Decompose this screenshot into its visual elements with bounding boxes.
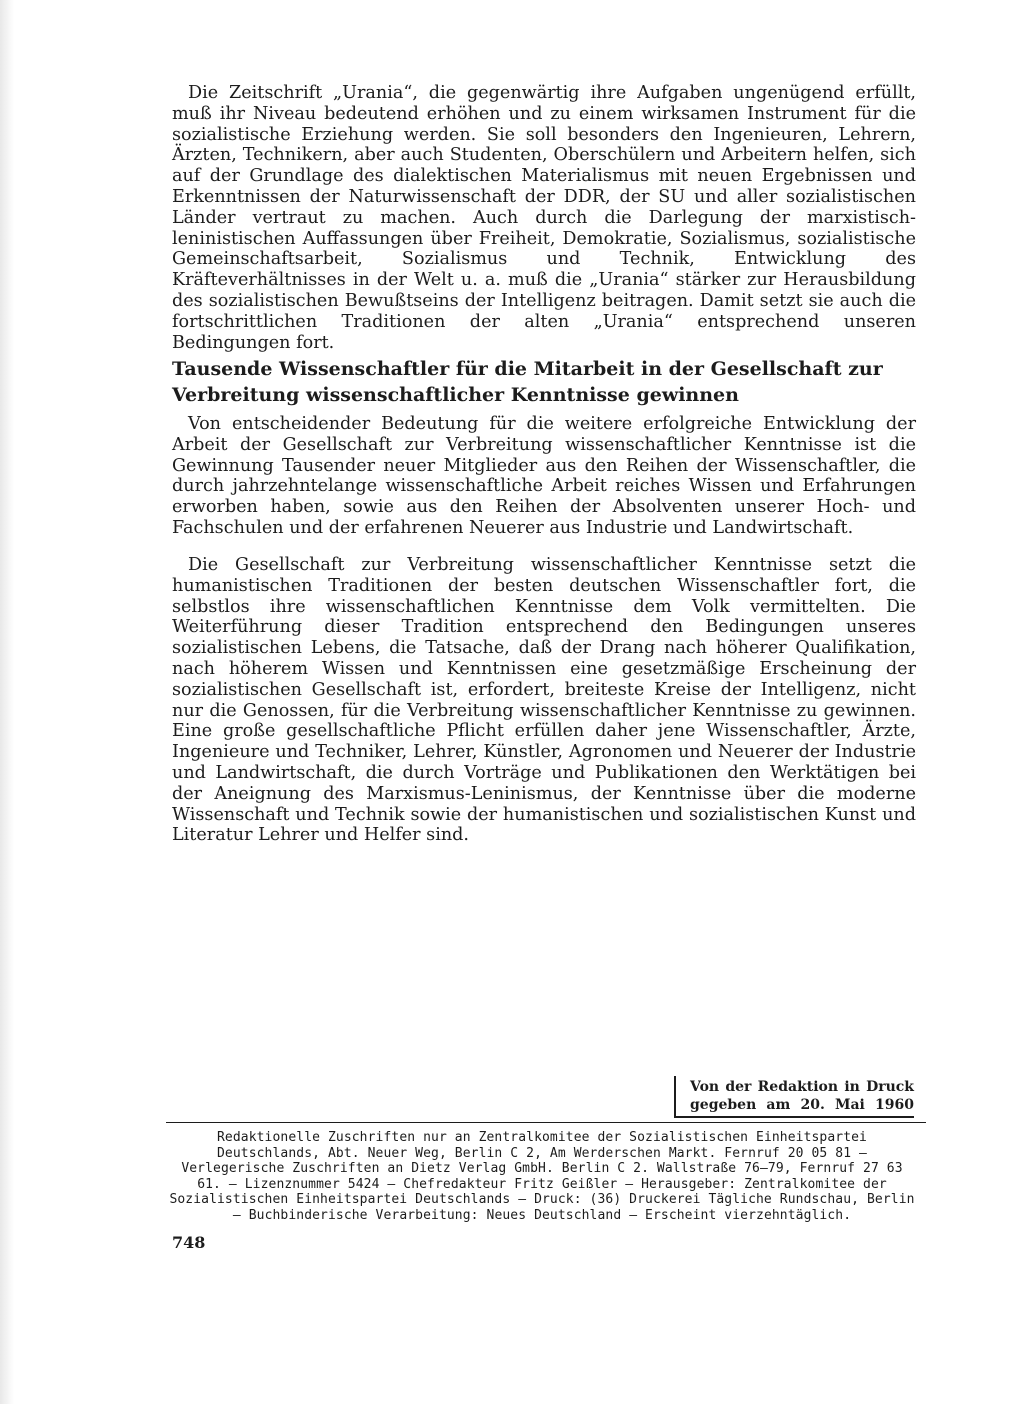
paragraph-urania: Die Zeitschrift „Urania“, die gegenwärtig ihre Aufgaben ungenügend erfüllt, muß ihr Niveau bedeutend erhöhen und zu einem wirksamen Instrument für die sozialistische Erziehung werden. Sie soll besonders den Ingenieuren, Lehrern, Ärzten, Technikern, aber auch Studenten, Oberschülern und Arbeitern helfen, sich auf der Grundlage des dialektischen Materialismus mit neuen Ergebnissen und Erkenntnissen der Naturwissenschaft der DDR, der SU und aller sozialistischen Länder vertraut zu machen. Auch durch die Darlegung der marxistisch-leninistischen Auffassungen über Freiheit, Demokratie, Sozialismus, sozialistische Gemeinschaftsarbeit, Sozialismus und Technik, Entwicklung des Kräfteverhältnisses in der Welt u. a. muß die „Urania“ stärker zur Herausbildung des sozialistischen Bewußtseins der Intelligenz beitragen. Damit setzt sie auch die fortschrittlichen Traditionen der alten „Urania“ entsprechend unseren Bedingungen fort. (172, 83, 916, 353)
print-date-line-1: Von der Redaktion in Druck (690, 1079, 914, 1095)
imprint-divider (166, 1122, 926, 1123)
binding-edge (0, 0, 14, 1404)
page-number: 748 (172, 1233, 206, 1252)
print-date-box (674, 1076, 914, 1118)
section-heading: Tausende Wissenschaftler für die Mitarbeit in der Gesellschaft zur Verbreitung wissenschaftlicher Kenntnisse gewinnen (172, 358, 883, 406)
print-date-line-2: gegeben am 20. Mai 1960 (690, 1097, 914, 1113)
paragraph-new-members: Von entscheidender Bedeutung für die weitere erfolgreiche Entwicklung der Arbeit der Gesellschaft zur Verbreitung wissenschaftlicher Kenntnisse ist die Gewinnung Tausender neuer Mitglieder aus den Reihen der Wissenschaftler, die durch jahrzehntelange wissenschaftliche Arbeit reiches Wissen und Erfahrungen erworben haben, sowie aus den Reihen der Absolventen unserer Hoch- und Fachschulen und der erfahrenen Neuerer aus Industrie und Landwirtschaft. (172, 414, 916, 538)
imprint-text: Redaktionelle Zuschriften nur an Zentralkomitee der Sozialistischen Einheitspartei Deutschlands, Abt. Neuer Weg, Berlin C 2, Am Werderschen Markt. Fernruf 20 05 81 — Verlegerische Zuschriften an Dietz Verlag GmbH. Berlin C 2. Wallstraße 76–79, Fernruf 27 63 61. — Lizenznummer 5424 — Chefredakteur Fritz Geißler — Herausgeber: Zentralkomitee der Sozialistischen Einheitspartei Deutschlands — Druck: (36) Druckerei Tägliche Rundschau, Berlin — Buchbinderische Verarbeitung: Neues Deutschland — Erscheint vierzehntäglich. (169, 1130, 915, 1223)
paragraph-traditions: Die Gesellschaft zur Verbreitung wissenschaftlicher Kenntnisse setzt die humanistischen Traditionen der besten deutschen Wissenschaftler fort, die selbstlos ihre wissenschaftlichen Kenntnisse dem Volk vermittelten. Die Weiterführung dieser Tradition entsprechend den Bedingungen unseres sozialistischen Lebens, die Tatsache, daß der Drang nach höherer Qualifikation, nach höherem Wissen und Kenntnissen eine gesetzmäßige Erscheinung der sozialistischen Gesellschaft ist, erfordert, breiteste Kreise der Intelligenz, nicht nur die Genossen, für die Verbreitung wissenschaftlicher Kenntnisse zu gewinnen. Eine große gesellschaftliche Pflicht erfüllen daher jene Wissenschaftler, Ärzte, Ingenieure und Techniker, Lehrer, Künstler, Agronomen und Neuerer der Industrie und Landwirtschaft, die durch Vorträge und Publikationen den Werktätigen bei der Aneignung des Marxismus-Leninismus, der Kenntnisse über die moderne Wissenschaft und Technik sowie der humanistischen und sozialistischen Kunst und Literatur Lehrer und Helfer sind. (172, 555, 916, 846)
